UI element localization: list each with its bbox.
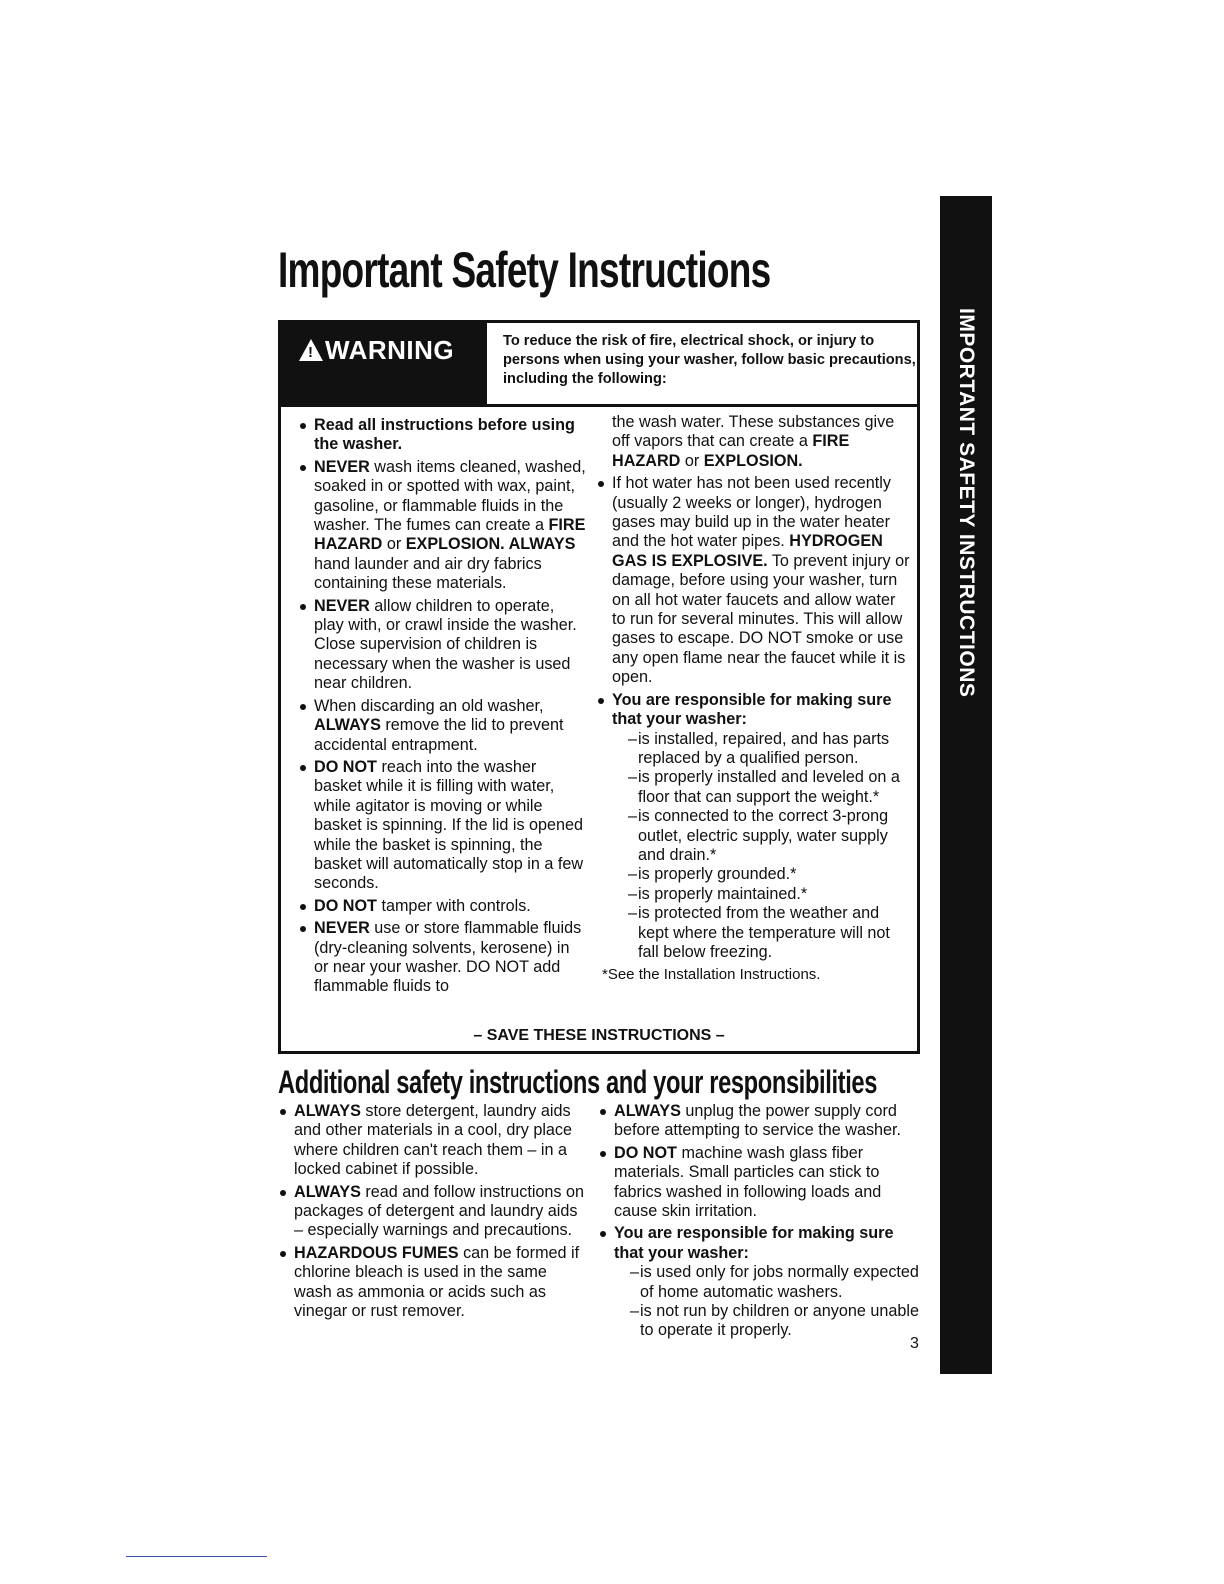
section-title: Additional safety instructions and your responsibilities	[278, 1064, 878, 1100]
list-item: DO NOT machine wash glass fiber materials. Small particles can stick to fabrics washed in following loads and cause skin irritation.	[596, 1144, 920, 1222]
warning-left-column	[296, 416, 586, 1000]
warning-header	[281, 323, 487, 407]
list-item: NEVER wash items cleaned, washed, soaked in or spotted with wax, paint, gasoline, or flammable fluids in the washer. The fumes can create a FIRE HAZARD or EXPLOSION. ALWAYS hand launder and air dry fabrics containing these materials.	[296, 458, 586, 594]
footer-line	[126, 1556, 267, 1557]
list-item: When discarding an old washer, ALWAYS remove the lid to prevent accidental entrapment.	[296, 697, 586, 755]
installation-note: *See the Installation Instructions.	[602, 966, 821, 984]
list-item: the wash water. These substances give off vapors that can create a FIRE HAZARD or EXPLOSION.	[612, 413, 895, 470]
save-instructions: – SAVE THESE INSTRUCTIONS –	[473, 1027, 725, 1044]
list-item: ALWAYS store detergent, laundry aids and other materials in a cool, dry place where children can't reach them – in a locked cabinet if possible.	[276, 1102, 586, 1180]
list-item: NEVER use or store flammable fluids (dry-cleaning solvents, kerosene) in or near your washer. DO NOT add flammable fluids to	[296, 919, 586, 997]
additional-left-column	[276, 1102, 586, 1324]
additional-right-column	[596, 1102, 920, 1344]
page-number: 3	[910, 1335, 919, 1352]
list-item: Read all instructions before using the washer.	[296, 416, 586, 455]
warning-triangle-icon	[299, 339, 323, 361]
warning-label: WARNING	[325, 335, 455, 365]
list-item: – is installed, repaired, and has parts replaced by a qualified person.	[612, 730, 910, 769]
list-item: NEVER allow children to operate, play with, or crawl inside the washer. Close supervision of children is necessary when the washer is used near children.	[296, 597, 586, 694]
list-item: DO NOT tamper with controls.	[296, 897, 586, 916]
warning-intro: To reduce the risk of fire, electrical shock, or injury to persons when using your washer, follow basic precautions, including the following:	[503, 333, 916, 387]
list-item: If hot water has not been used recently (usually 2 weeks or longer), hydrogen gases may build up in the water heater and the hot water pipes. HYDROGEN GAS IS EXPLOSIVE. To prevent injury or damage, before using your washer, turn on all hot water faucets and allow water to run for several minutes. This will allow gases to escape. DO NOT smoke or use any open flame near the faucet while it is open.	[594, 474, 910, 687]
warning-intro-box	[487, 323, 917, 407]
list-item: – is properly grounded.*	[612, 865, 910, 884]
list-item: – is used only for jobs normally expected of home automatic washers.	[614, 1263, 920, 1302]
list-item: ALWAYS read and follow instructions on packages of detergent and laundry aids – especially warnings and precautions.	[276, 1183, 586, 1241]
list-item: – is properly installed and leveled on a floor that can support the weight.*	[612, 768, 910, 807]
list-item: – is protected from the weather and kept where the temperature will not fall below freezing.	[612, 904, 910, 962]
side-tab-label: IMPORTANT SAFETY INSTRUCTIONS	[955, 308, 978, 698]
warning-right-column	[594, 413, 910, 985]
list-item: You are responsible for making sure that your washer: – is installed, repaired, and has parts replaced by a qualified person. – is properly installed and leveled on a floor that can support the weight.* – is connected to the correct 3-prong outlet, electric supply, water supply and drain.* – is properly grounded.* – is properly maintained.* – is protected from the weather and kept where the temperature will not fall below freezing.	[594, 691, 910, 963]
list-item: ALWAYS unplug the power supply cord before attempting to service the washer.	[596, 1102, 920, 1141]
list-item: DO NOT reach into the washer basket while it is filling with water, while agitator is moving or while basket is spinning. If the lid is opened while the basket is spinning, the basket will automatically stop in a few seconds.	[296, 758, 586, 894]
page-title: Important Safety Instructions	[278, 242, 771, 298]
list-item: – is connected to the correct 3-prong outlet, electric supply, water supply and drain.*	[612, 807, 910, 865]
list-item: You are responsible for making sure that your washer: – is used only for jobs normally expected of home automatic washers. – is not run by children or anyone unable to operate it properly.	[596, 1224, 920, 1340]
list-item: – is properly maintained.*	[612, 885, 910, 904]
list-item: HAZARDOUS FUMES can be formed if chlorine bleach is used in the same wash as ammonia or acids such as vinegar or rust remover.	[276, 1244, 586, 1322]
list-item: – is not run by children or anyone unable to operate it properly.	[614, 1302, 920, 1341]
